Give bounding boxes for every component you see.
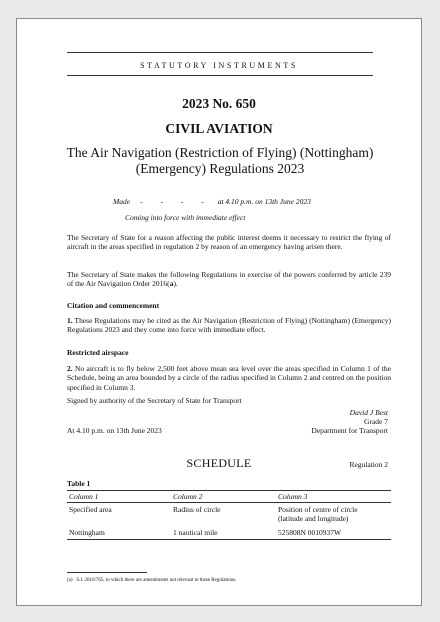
title-line-2: (Emergency) Regulations 2023 xyxy=(135,161,305,176)
coming-into-force: Coming into force with immediate effect xyxy=(125,213,246,222)
preamble-p2-end: ). xyxy=(173,279,178,289)
signatory-department: Department for Transport xyxy=(311,426,388,435)
made-date-line xyxy=(113,197,311,206)
table-label: Table 1 xyxy=(67,479,91,488)
footnote-marker: (a) xyxy=(67,578,73,583)
cell-area: Nottingham xyxy=(69,528,105,537)
made-label: Made xyxy=(113,197,131,206)
preamble-paragraph-1: The Secretary of State for a reason affecting the public interest deems it necessary to restrict the flying of aircraft in the areas specified in regulation 2 by reason of an emergency having arisen there. xyxy=(67,233,391,252)
signature-authority: Signed by authority of the Secretary of State for Transport xyxy=(67,396,242,405)
column-header-1: Column 1 xyxy=(69,492,99,501)
table-bottom-rule xyxy=(67,539,391,540)
header-bottom-rule xyxy=(67,75,373,76)
schedule-regulation-ref: Regulation 2 xyxy=(349,460,388,469)
subheader-position: Position of centre of circle xyxy=(278,505,358,514)
regulation-1-text: These Regulations may be cited as the Air Navigation (Restriction of Flying) (Nottingham) (Emergency) Regulations 2023 and they come into force with immediate effect. xyxy=(67,316,391,335)
cell-position: 525808N 0010937W xyxy=(278,528,342,537)
regulation-2 xyxy=(67,364,391,392)
regulation-2-text: No aircraft is to fly below 2,500 feet above mean sea level over the areas specified in Column 1 of the Schedule, being an area bounded by a circle of the radius specified in Column 2 and centred on the position specified in Column 3. xyxy=(67,364,391,392)
preamble-paragraph-2 xyxy=(67,270,391,289)
regulation-2-number: 2. xyxy=(67,364,73,373)
header-top-rule xyxy=(67,52,373,53)
signature-time: At 4.10 p.m. on 13th June 2023 xyxy=(67,426,162,435)
made-dashes: - - - - xyxy=(140,197,212,206)
column-header-2: Column 2 xyxy=(173,492,203,501)
footnote-separator xyxy=(67,572,147,573)
footnote-text: S.I. 2016/765, to which there are amendments not relevant to these Regulations. xyxy=(76,578,237,583)
regulation-1-number: 1. xyxy=(67,316,73,325)
column-header-3: Column 3 xyxy=(278,492,308,501)
title-line-1: The Air Navigation (Restriction of Flying) (Nottingham) xyxy=(66,145,374,160)
instrument-subject: CIVIL AVIATION xyxy=(165,121,273,136)
subheader-position-note: (latitude and longitude) xyxy=(278,514,349,523)
made-value: at 4.10 p.m. on 13th June 2023 xyxy=(217,197,311,206)
document-page xyxy=(16,18,422,606)
instrument-number: 2023 No. 650 xyxy=(182,96,256,111)
preamble-p2-text: The Secretary of State makes the following Regulations in exercise of the powers conferred by article 239 of the Air Navigation Order 2016( xyxy=(67,270,391,289)
instrument-title xyxy=(57,145,383,177)
subheader-specified-area: Specified area xyxy=(69,505,112,514)
schedule-title: SCHEDULE xyxy=(186,456,252,470)
series-header: STATUTORY INSTRUMENTS xyxy=(140,61,298,70)
subheader-radius: Radius of circle xyxy=(173,505,221,514)
signatory-name: David J Best xyxy=(349,408,388,417)
footnote-reference[interactable]: a xyxy=(169,279,174,289)
signatory-grade: Grade 7 xyxy=(364,417,388,426)
table-top-rule xyxy=(67,490,391,491)
cell-radius: 1 nautical mile xyxy=(173,528,218,537)
section-heading-citation: Citation and commencement xyxy=(67,301,160,310)
table-header-rule xyxy=(67,502,391,503)
regulation-1 xyxy=(67,316,391,335)
section-heading-restricted-airspace: Restricted airspace xyxy=(67,348,129,357)
footnote xyxy=(67,578,236,583)
